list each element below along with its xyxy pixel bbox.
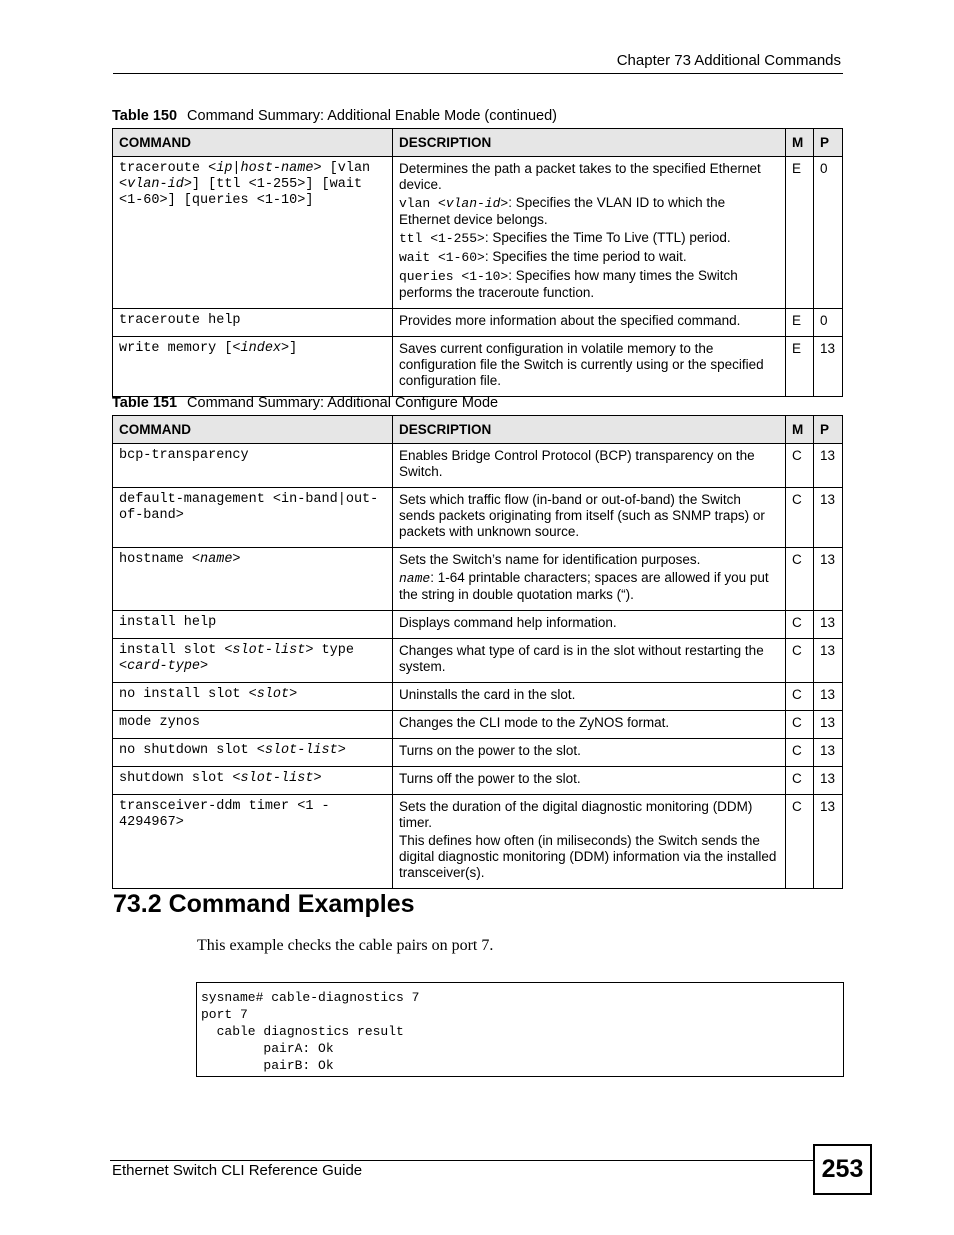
col-header-description: DESCRIPTION — [393, 416, 786, 444]
mode-cell: E — [786, 337, 814, 397]
description-paragraph — [399, 268, 779, 301]
table-row — [113, 309, 843, 337]
privilege-cell: 13 — [814, 611, 843, 639]
text-run: no shutdown slot < — [119, 743, 265, 758]
description-cell — [393, 444, 786, 488]
table-row — [113, 767, 843, 795]
param-placeholder: vlan-id — [127, 177, 184, 192]
mode-cell: C — [786, 683, 814, 711]
param-placeholder: slot-list — [240, 771, 314, 786]
mode-cell: C — [786, 611, 814, 639]
table-header-row — [113, 416, 843, 444]
privilege-cell: 13 — [814, 711, 843, 739]
text-run: This defines how often (in miliseconds) the Switch sends the digital diagnostic monitoring (DDM) information via the installed transceiver(s). — [399, 833, 777, 880]
col-header-description: DESCRIPTION — [393, 129, 786, 157]
privilege-cell: 0 — [814, 309, 843, 337]
description-paragraph — [399, 799, 779, 831]
table-row — [113, 639, 843, 683]
text-run: Changes the CLI mode to the ZyNOS format. — [399, 715, 670, 730]
description-cell — [393, 157, 786, 309]
text-run: Displays command help information. — [399, 615, 617, 630]
command-cell — [113, 683, 393, 711]
param-placeholder: slot-list — [232, 643, 306, 658]
text-run: traceroute help — [119, 313, 241, 328]
description-cell — [393, 611, 786, 639]
param-placeholder: slot-list — [264, 743, 338, 758]
text-run: > [vlan < — [119, 161, 371, 192]
command-cell — [113, 488, 393, 548]
table-row — [113, 611, 843, 639]
text-run: : Specifies how many times the Switch performs the traceroute function. — [399, 268, 738, 300]
text-run: Changes what type of card is in the slot without restarting the system. — [399, 643, 764, 674]
description-paragraph — [399, 743, 779, 759]
text-run: mode zynos — [119, 715, 201, 730]
text-run: >] — [281, 341, 298, 356]
description-paragraph — [399, 230, 779, 247]
table-row — [113, 683, 843, 711]
footer-guide-title: Ethernet Switch CLI Reference Guide — [112, 1162, 363, 1179]
inline-code: vlan < — [399, 196, 446, 211]
table-150-label: Table 150 — [112, 108, 178, 124]
command-cell — [113, 711, 393, 739]
col-header-m: M — [786, 129, 814, 157]
privilege-cell: 13 — [814, 739, 843, 767]
text-run: Uninstalls the card in the slot. — [399, 687, 576, 702]
text-run: : Specifies the time period to wait. — [484, 249, 687, 264]
text-run: | — [232, 161, 241, 176]
command-cell — [113, 444, 393, 488]
command-cell — [113, 548, 393, 611]
privilege-cell: 13 — [814, 444, 843, 488]
inline-code: wait <1-60> — [399, 250, 485, 265]
text-run: > type < — [119, 643, 354, 674]
mode-cell: C — [786, 711, 814, 739]
privilege-cell: 0 — [814, 157, 843, 309]
footer-rule — [110, 1160, 813, 1161]
code-example-box — [196, 982, 844, 1077]
text-run: > — [289, 687, 298, 702]
table-150 — [112, 128, 843, 397]
table-151-caption — [112, 395, 498, 411]
text-run: install slot < — [119, 643, 233, 658]
description-paragraph — [399, 643, 779, 675]
param-placeholder: index — [240, 341, 282, 356]
text-run: > — [337, 743, 346, 758]
param-placeholder: vlan-id — [445, 196, 501, 211]
privilege-cell: 13 — [814, 639, 843, 683]
privilege-cell: 13 — [814, 795, 843, 889]
command-cell — [113, 639, 393, 683]
description-paragraph — [399, 492, 779, 540]
section-intro: This example checks the cable pairs on port 7. — [197, 937, 494, 954]
col-header-command: COMMAND — [113, 129, 393, 157]
description-cell — [393, 337, 786, 397]
code-example: sysname# cable-diagnostics 7 port 7 cable diagnostics result pairA: Ok pairB: Ok — [201, 990, 420, 1073]
command-cell — [113, 739, 393, 767]
text-run: : Specifies the Time To Live (TTL) period. — [484, 230, 731, 245]
table-150-caption-text: Command Summary: Additional Enable Mode (continued) — [187, 108, 557, 124]
text-run: hostname < — [119, 552, 201, 567]
text-run: default-management <in-band|out-of-band> — [119, 492, 379, 523]
text-run: : 1-64 printable characters; spaces are allowed if you put the string in double quotation marks (“). — [399, 570, 769, 602]
inline-code: > — [500, 196, 509, 211]
col-header-p: P — [814, 129, 843, 157]
section-title: 73.2 Command Examples — [113, 890, 415, 918]
table-150-caption — [112, 108, 557, 124]
chapter-header-title: Chapter 73 Additional Commands — [616, 52, 841, 69]
command-cell — [113, 767, 393, 795]
description-cell — [393, 488, 786, 548]
table-row — [113, 444, 843, 488]
description-paragraph — [399, 313, 779, 329]
mode-cell: C — [786, 739, 814, 767]
text-run: Turns on the power to the slot. — [399, 743, 581, 758]
text-run: Determines the path a packet takes to the specified Ethernet device. — [399, 161, 761, 192]
description-cell — [393, 795, 786, 889]
text-run: bcp-transparency — [119, 448, 249, 463]
description-paragraph — [399, 687, 779, 703]
text-run: > — [200, 659, 209, 674]
command-cell — [113, 611, 393, 639]
page-number: 253 — [813, 1144, 872, 1195]
table-row — [113, 795, 843, 889]
text-run: > — [313, 771, 322, 786]
privilege-cell: 13 — [814, 683, 843, 711]
text-run: write memory [< — [119, 341, 241, 356]
description-paragraph — [399, 771, 779, 787]
command-cell — [113, 309, 393, 337]
text-run: Provides more information about the specified command. — [399, 313, 741, 328]
table-row — [113, 711, 843, 739]
param-placeholder: name — [200, 552, 233, 567]
text-run: Enables Bridge Control Protocol (BCP) transparency on the Switch. — [399, 448, 755, 479]
mode-cell: C — [786, 444, 814, 488]
mode-cell: C — [786, 767, 814, 795]
text-run: : Specifies the VLAN ID to which the Ethernet device belongs. — [399, 195, 726, 227]
text-run: no install slot < — [119, 687, 257, 702]
param-placeholder: slot — [256, 687, 290, 702]
col-header-p: P — [814, 416, 843, 444]
description-paragraph — [399, 570, 779, 603]
table-151-label: Table 151 — [112, 395, 178, 411]
table-header-row — [113, 129, 843, 157]
description-paragraph — [399, 448, 779, 480]
col-header-m: M — [786, 416, 814, 444]
text-run: Turns off the power to the slot. — [399, 771, 581, 786]
description-cell — [393, 639, 786, 683]
privilege-cell: 13 — [814, 337, 843, 397]
privilege-cell: 13 — [814, 548, 843, 611]
param-placeholder: name — [399, 571, 431, 586]
command-cell — [113, 337, 393, 397]
table-row — [113, 157, 843, 309]
text-run: traceroute < — [119, 161, 217, 176]
description-paragraph — [399, 249, 779, 266]
inline-code: queries <1-10> — [399, 269, 509, 284]
description-paragraph — [399, 715, 779, 731]
param-placeholder: ip — [216, 161, 233, 176]
text-run: Saves current configuration in volatile memory to the configuration file the Switch is currently using or the specified configuration file. — [399, 341, 764, 388]
text-run: >] [ttl <1-255>] [wait <1-60>] [queries <1-10>] — [119, 177, 363, 208]
description-paragraph — [399, 552, 779, 568]
header-rule — [113, 73, 843, 74]
table-row — [113, 739, 843, 767]
text-run: Sets which traffic flow (in-band or out-of-band) the Switch sends packets originating from itself (such as SNMP traps) or packets with unknown source. — [399, 492, 765, 539]
table-row — [113, 488, 843, 548]
description-cell — [393, 711, 786, 739]
mode-cell: E — [786, 309, 814, 337]
mode-cell: C — [786, 488, 814, 548]
table-151-caption-text: Command Summary: Additional Configure Mode — [187, 395, 499, 411]
description-cell — [393, 548, 786, 611]
description-paragraph — [399, 161, 779, 193]
text-run: Sets the duration of the digital diagnostic monitoring (DDM) timer. — [399, 799, 753, 830]
mode-cell: C — [786, 639, 814, 683]
command-cell — [113, 157, 393, 309]
command-cell — [113, 795, 393, 889]
text-run: install help — [119, 615, 217, 630]
table-151 — [112, 415, 843, 889]
description-paragraph — [399, 833, 779, 881]
mode-cell: E — [786, 157, 814, 309]
privilege-cell: 13 — [814, 767, 843, 795]
table-row — [113, 337, 843, 397]
text-run: transceiver-ddm timer <1 - 4294967> — [119, 799, 330, 830]
text-run: shutdown slot < — [119, 771, 241, 786]
description-cell — [393, 309, 786, 337]
description-cell — [393, 739, 786, 767]
description-paragraph — [399, 341, 779, 389]
mode-cell: C — [786, 548, 814, 611]
description-paragraph — [399, 615, 779, 631]
description-cell — [393, 683, 786, 711]
table-row — [113, 548, 843, 611]
text-run: Sets the Switch’s name for identification purposes. — [399, 552, 701, 567]
inline-code: ttl <1-255> — [399, 231, 485, 246]
privilege-cell: 13 — [814, 488, 843, 548]
mode-cell: C — [786, 795, 814, 889]
param-placeholder: host-name — [240, 161, 314, 176]
param-placeholder: card-type — [127, 659, 201, 674]
description-cell — [393, 767, 786, 795]
description-paragraph — [399, 195, 779, 228]
text-run: > — [232, 552, 241, 567]
col-header-command: COMMAND — [113, 416, 393, 444]
